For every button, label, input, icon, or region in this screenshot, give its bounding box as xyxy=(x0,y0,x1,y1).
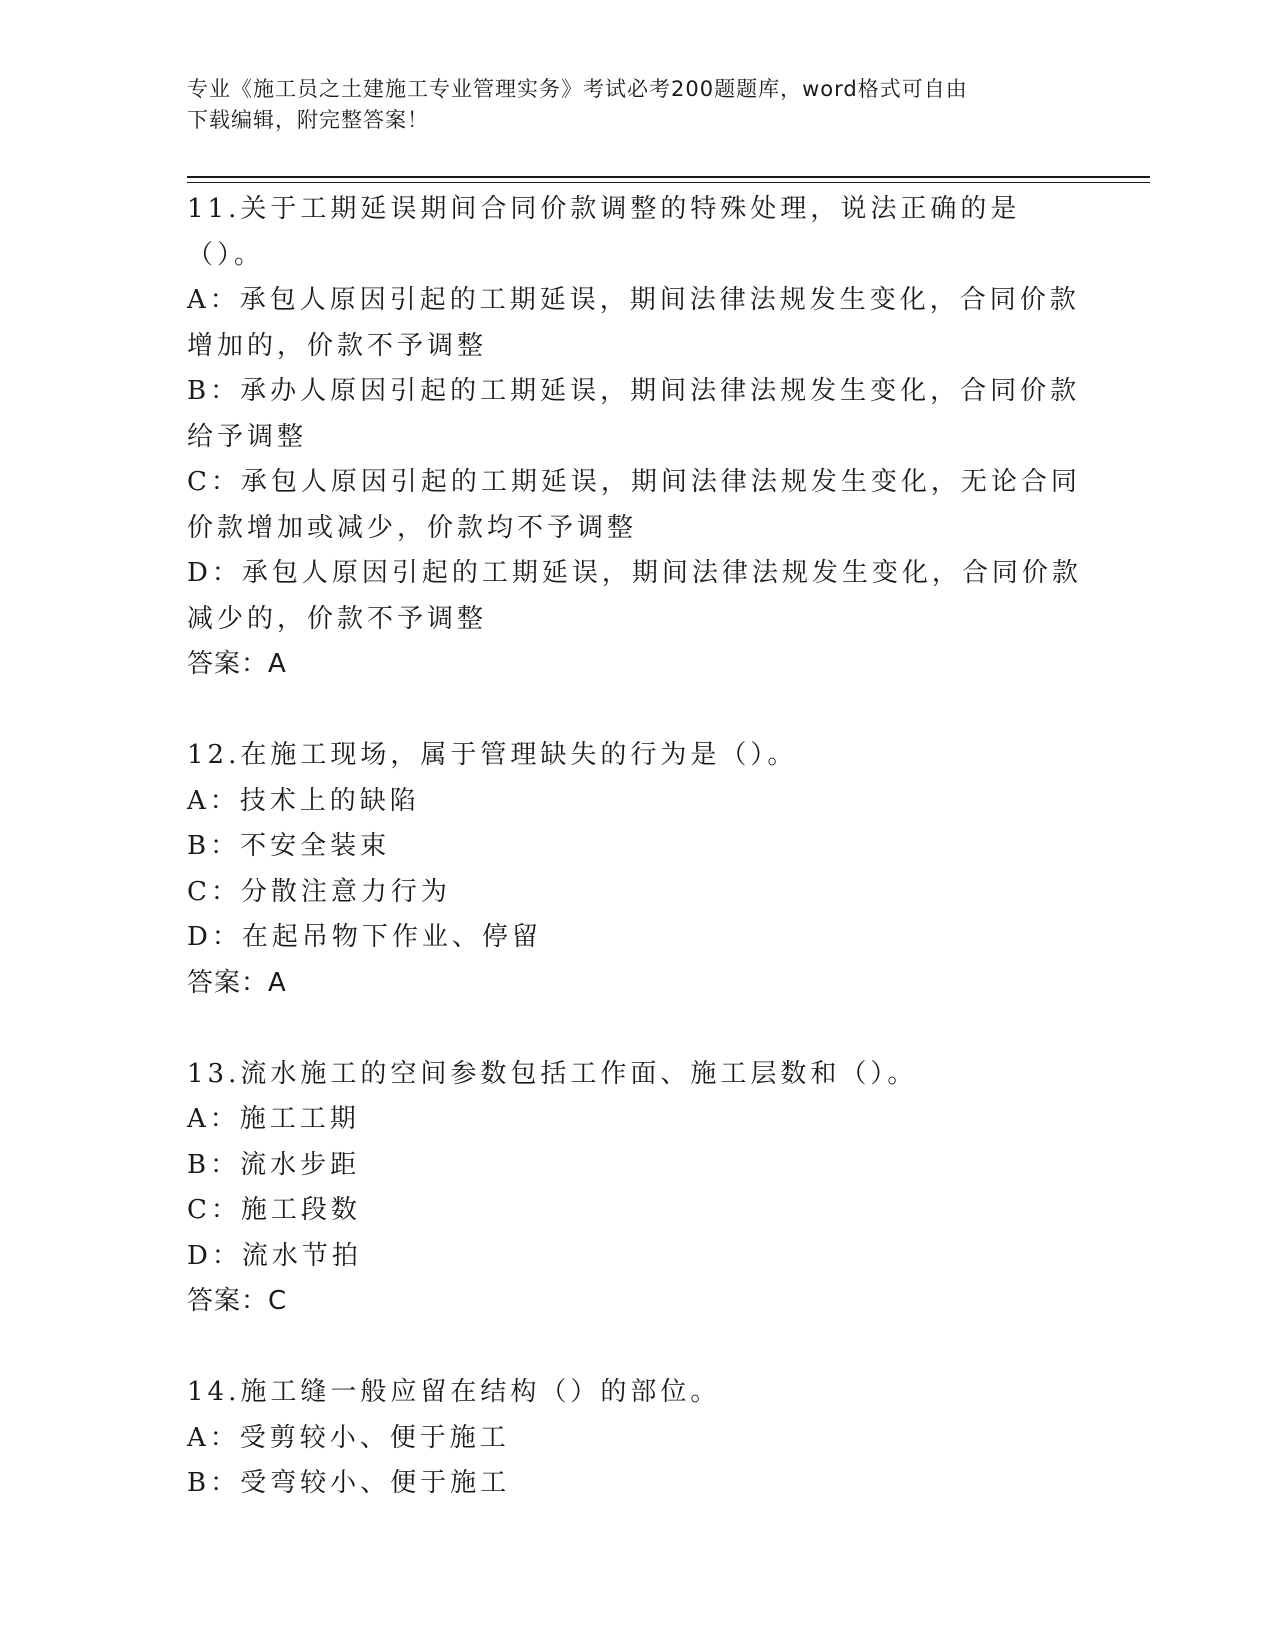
header-line-1: 专业《施工员之土建施工专业管理实务》考试必考200题题库，word格式可自由 xyxy=(187,77,968,101)
question-stem: 14.施工缝一般应留在结构（）的部位。 xyxy=(187,1377,721,1407)
question-stem: 11.关于工期延误期间合同价款调整的特殊处理，说法正确的是（）。 xyxy=(187,194,1021,270)
header-line-2: 下载编辑，附完整答案！ xyxy=(187,108,429,132)
option-d: D：流水节拍 xyxy=(187,1240,362,1271)
option-a: A：技术上的缺陷 xyxy=(187,785,420,816)
answer-label: 答案：A xyxy=(187,967,287,998)
question-list xyxy=(187,187,1087,1507)
option-c: C：承包人原因引起的工期延误，期间法律法规发生变化，无论合同价款增加或减少，价款均不予调整 xyxy=(187,467,1081,543)
option-a: A：承包人原因引起的工期延误，期间法律法规发生变化，合同价款增加的，价款不予调整 xyxy=(187,285,1080,361)
option-a: A：施工工期 xyxy=(187,1104,360,1134)
question-11 xyxy=(187,187,1087,688)
question-12 xyxy=(187,733,1087,1006)
option-c: C：施工段数 xyxy=(187,1195,361,1225)
option-d: D：在起吊物下作业、停留 xyxy=(187,922,542,952)
question-stem: 12.在施工现场，属于管理缺失的行为是（）。 xyxy=(187,740,798,770)
option-b: B：受弯较小、便于施工 xyxy=(187,1468,511,1498)
question-stem: 13.流水施工的空间参数包括工作面、施工层数和（）。 xyxy=(187,1058,918,1089)
option-c: C：分散注意力行为 xyxy=(187,876,451,907)
option-d: D：承包人原因引起的工期延误，期间法律法规发生变化，合同价款减少的，价款不予调整 xyxy=(187,558,1082,634)
option-b: B：流水步距 xyxy=(187,1149,361,1180)
header-divider-thin xyxy=(187,182,1150,183)
header-divider-thick xyxy=(187,176,1150,178)
option-b: B：不安全装束 xyxy=(187,831,391,861)
question-13 xyxy=(187,1052,1087,1325)
answer-label: 答案：A xyxy=(187,649,287,679)
question-14 xyxy=(187,1370,1087,1507)
option-a: A：受剪较小、便于施工 xyxy=(187,1422,510,1453)
option-b: B：承办人原因引起的工期延误，期间法律法规发生变化，合同价款给予调整 xyxy=(187,376,1081,452)
answer-label: 答案：C xyxy=(187,1286,288,1316)
document-header xyxy=(187,74,1067,136)
